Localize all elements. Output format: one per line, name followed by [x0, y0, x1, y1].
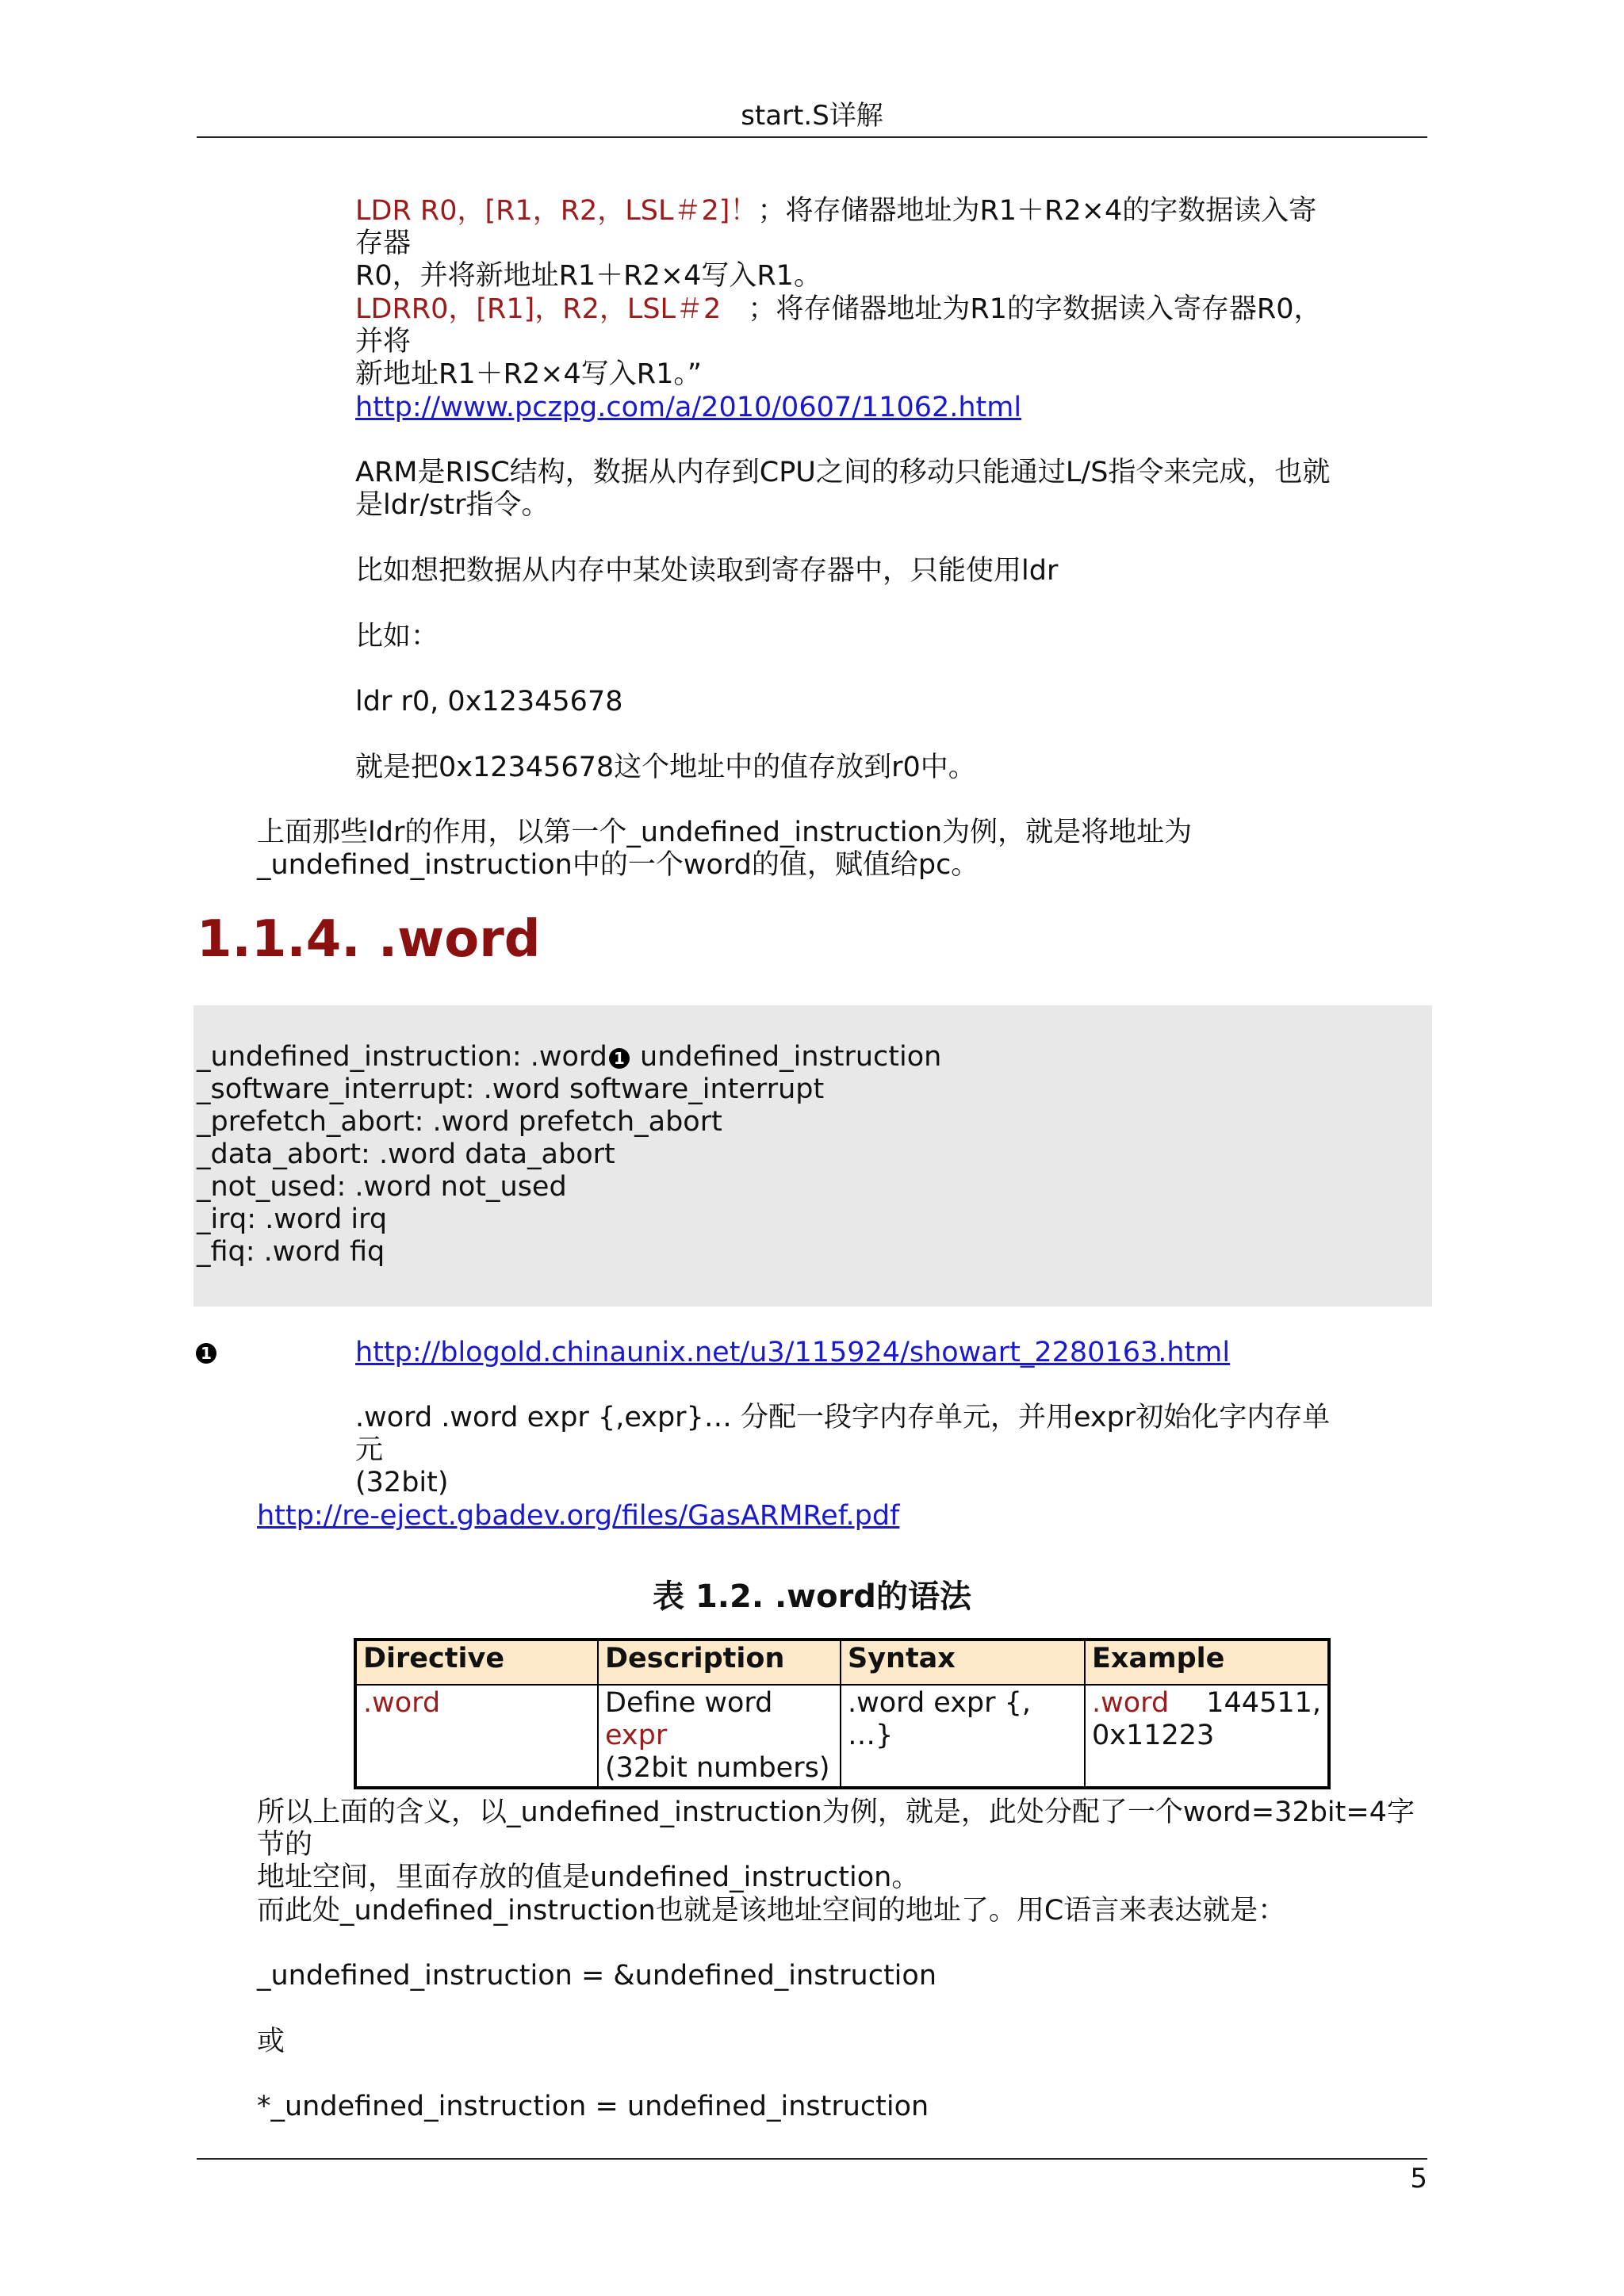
footer-rule [197, 2158, 1427, 2160]
paragraph-word-directive [355, 1402, 1339, 1499]
cell-example [1085, 1685, 1329, 1788]
cell-syntax: .word expr {, …} [841, 1685, 1085, 1788]
running-header-title: start.S详解 [741, 100, 883, 132]
paragraph-word-line1: .word .word expr {,expr}… 分配一段字内存单元，并用expr初始化字内存单元 [355, 1402, 1331, 1466]
reference-link-2-wrap [355, 1337, 1339, 1369]
code-line-1-label: _undefined_instruction: .word [197, 1041, 607, 1073]
paragraph-arm-line1: ARM是RISC结构，数据从内存到CPU之间的移动只能通过L/S指令来完成，也就 [355, 457, 1331, 488]
table-header-syntax: Syntax [841, 1640, 1085, 1685]
table-header-example: Example [1085, 1640, 1329, 1685]
ldr-example-1-code: LDR R0，[R1，R2，LSL＃2]！ [355, 195, 758, 227]
ldr-example-1-comment: ；将存储器地址为R1＋R2×4的字数据读入寄存器 [355, 195, 1317, 259]
code-listing [197, 1041, 941, 1269]
table-caption: 表 1.2. .word的语法 [653, 1578, 971, 1615]
ldr-example-2-code: LDRR0，[R1]，R2，LSL＃2 [355, 293, 722, 325]
paragraph-meaning-line1: 所以上面的含义，以_undefined_instruction为例，就是，此处分配了一个word=32bit=4字节的 [257, 1797, 1415, 1861]
paragraph-above-line1: 上面那些ldr的作用，以第一个_undefined_instruction为例，就是将地址为 [257, 817, 1193, 848]
code-line-3: _prefetch_abort: .word prefetch_abort [197, 1106, 722, 1138]
callout-1-marker: 1 [196, 1343, 216, 1364]
cell-directive [355, 1685, 598, 1788]
cell-description-line2: (32bit numbers) [605, 1752, 830, 1784]
callout-1-icon[interactable]: 1 [609, 1048, 630, 1069]
paragraph-meaning-line2: 地址空间，里面存放的值是undefined_instruction。 [257, 1862, 920, 1893]
page-number: 5 [1410, 2163, 1427, 2195]
code-line-7: _fiq: .word fiq [197, 1236, 385, 1268]
reference-link-1[interactable]: http://www.pczpg.com/a/2010/0607/11062.html [355, 392, 1022, 423]
cell-description [598, 1685, 841, 1788]
code-line-6: _irq: .word irq [197, 1203, 388, 1235]
ldr-example-2-comment: ；将存储器地址为R1的字数据读入寄存器R0，并将 [355, 293, 1322, 358]
paragraph-above-line2: _undefined_instruction中的一个word的值，赋值给pc。 [257, 849, 979, 881]
paragraph-ldr-usage: 比如想把数据从内存中某处读取到寄存器中，只能使用ldr [355, 555, 1059, 587]
expression-2: *_undefined_instruction = undefined_instruction [257, 2091, 929, 2122]
word-syntax-table [354, 1638, 1331, 1789]
cell-directive-value: .word [363, 1687, 441, 1719]
ldr-example-1 [355, 195, 1339, 293]
cell-example-value2: 0x11223 [1092, 1720, 1215, 1751]
table-header-row [355, 1640, 1329, 1685]
ldr-example-1-line2: R0，并将新地址R1＋R2×4写入R1。 [355, 260, 822, 292]
paragraph-c-language: 而此处_undefined_instruction也就是该地址空间的地址了。用C语言来表达就是： [257, 1895, 1286, 1927]
reference-link-3-wrap [257, 1500, 1240, 1533]
expression-1: _undefined_instruction = &undefined_instruction [257, 1960, 937, 1992]
code-line-5: _not_used: .word not_used [197, 1171, 567, 1203]
ldr-example-2-line2: 新地址R1＋R2×4写入R1。” [355, 358, 702, 390]
cell-example-keyword: .word [1092, 1687, 1170, 1719]
header-rule [197, 136, 1427, 138]
code-line-4: _data_abort: .word data_abort [197, 1138, 615, 1170]
reference-link-2[interactable]: http://blogold.chinaunix.net/u3/115924/showart_2280163.html [355, 1337, 1231, 1368]
paragraph-meaning [257, 1797, 1431, 1894]
code-line-1 [197, 1041, 941, 1073]
table-header-description: Description [598, 1640, 841, 1685]
paragraph-for-example: 比如： [355, 621, 439, 652]
reference-link-1-wrap [355, 392, 1339, 424]
reference-link-3[interactable]: http://re-eject.gbadev.org/files/GasARMRef.pdf [257, 1500, 900, 1532]
code-line-2: _software_interrupt: .word software_interrupt [197, 1073, 825, 1105]
table-row [355, 1685, 1329, 1788]
paragraph-above-ldr [257, 817, 1431, 882]
paragraph-word-line2: (32bit) [355, 1467, 449, 1498]
cell-example-value1: 144511, [1206, 1687, 1321, 1719]
paragraph-ldr-code: ldr r0, 0x12345678 [355, 686, 623, 718]
table-header-directive: Directive [355, 1640, 598, 1685]
paragraph-or: 或 [257, 2026, 285, 2057]
cell-description-expr: expr [605, 1720, 668, 1751]
cell-description-text: Define word [605, 1687, 773, 1719]
paragraph-arm-line2: 是ldr/str指令。 [355, 489, 550, 521]
section-heading: 1.1.4. .word [197, 910, 541, 969]
paragraph-arm-risc [355, 457, 1339, 522]
paragraph-ldr-explain: 就是把0x12345678这个地址中的值存放到r0中。 [355, 752, 976, 783]
code-line-1-value: undefined_instruction [630, 1041, 942, 1073]
ldr-example-2 [355, 293, 1339, 391]
